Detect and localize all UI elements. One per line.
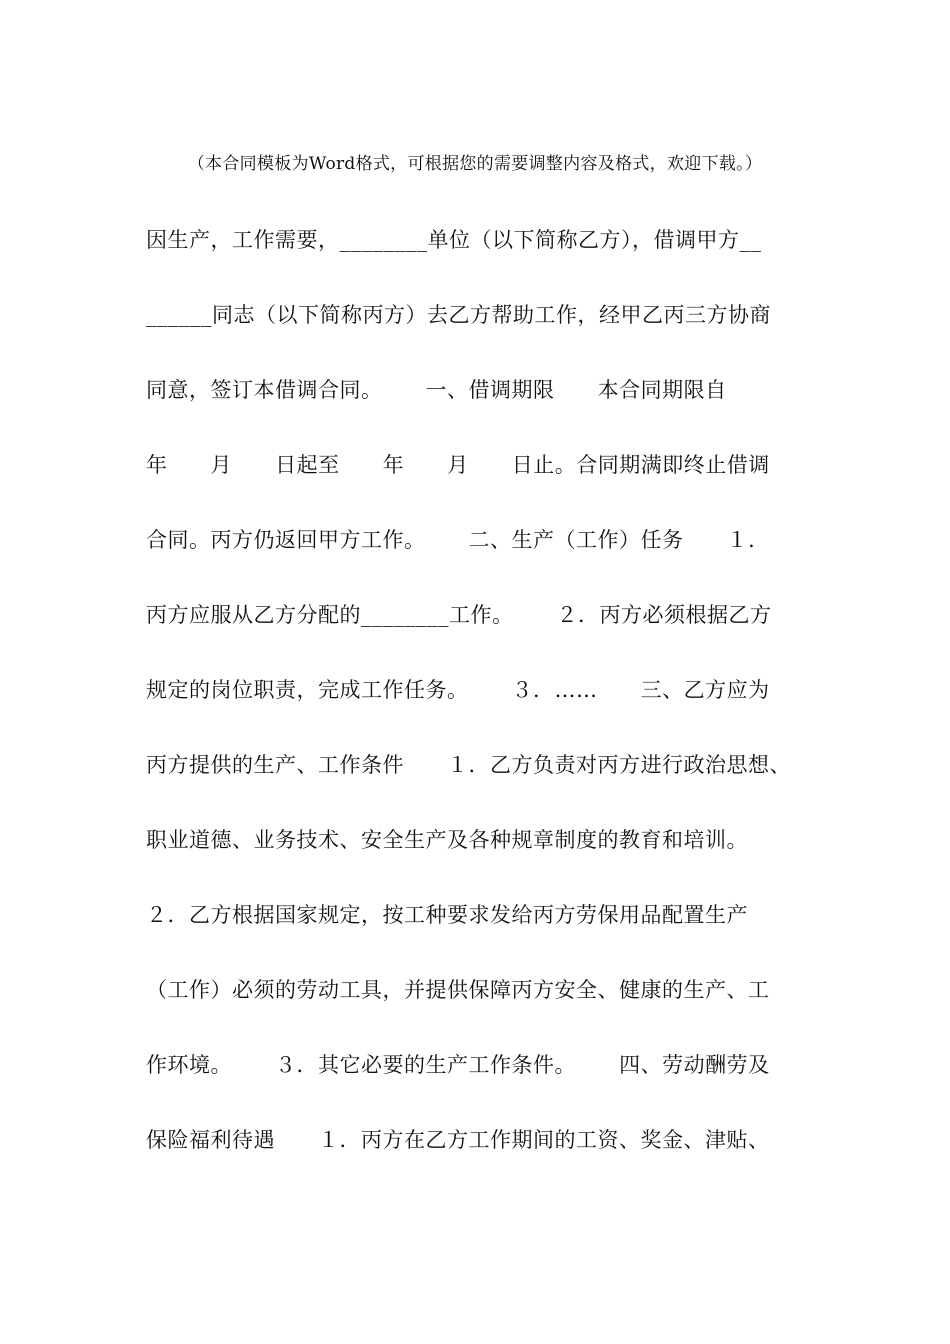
body-line: 职业道德、业务技术、安全生产及各种规章制度的教育和培训。 <box>146 828 748 852</box>
body-line: 丙方应服从乙方分配的________工作。 ２．丙方必须根据乙方 <box>146 603 772 627</box>
body-line: 作环境。 ３．其它必要的生产工作条件。 四、劳动酬劳及 <box>146 1053 770 1077</box>
body-line: 丙方提供的生产、工作条件 １．乙方负责对丙方进行政治思想、 <box>146 753 792 777</box>
body-line: 因生产，工作需要，________单位（以下简称乙方），借调甲方__ <box>146 228 762 252</box>
contract-body <box>146 220 826 1195</box>
body-line: 同意，签订本借调合同。 一、借调期限 本合同期限自 <box>146 378 727 402</box>
body-line: 规定的岗位职责，完成工作任务。 ３．…… 三、乙方应为 <box>146 678 770 702</box>
body-line: ２．乙方根据国家规定，按工种要求发给丙方劳保用品配置生产 <box>146 903 748 927</box>
body-line: ______同志（以下简称丙方）去乙方帮助工作，经甲乙丙三方协商 <box>146 303 771 327</box>
body-line: （工作）必须的劳动工具，并提供保障丙方安全、健康的生产、工 <box>146 978 770 1002</box>
template-note: （本合同模板为Word格式，可根据您的需要调整内容及格式，欢迎下载。） <box>187 154 763 174</box>
body-line: 合同。丙方仍返回甲方工作。 二、生产（工作）任务 １． <box>146 528 770 552</box>
body-line: 保险福利待遇 １．丙方在乙方工作期间的工资、奖金、津贴、 <box>146 1128 770 1152</box>
body-line: 年 月 日起至 年 月 日止。合同期满即终止借调 <box>146 453 770 477</box>
